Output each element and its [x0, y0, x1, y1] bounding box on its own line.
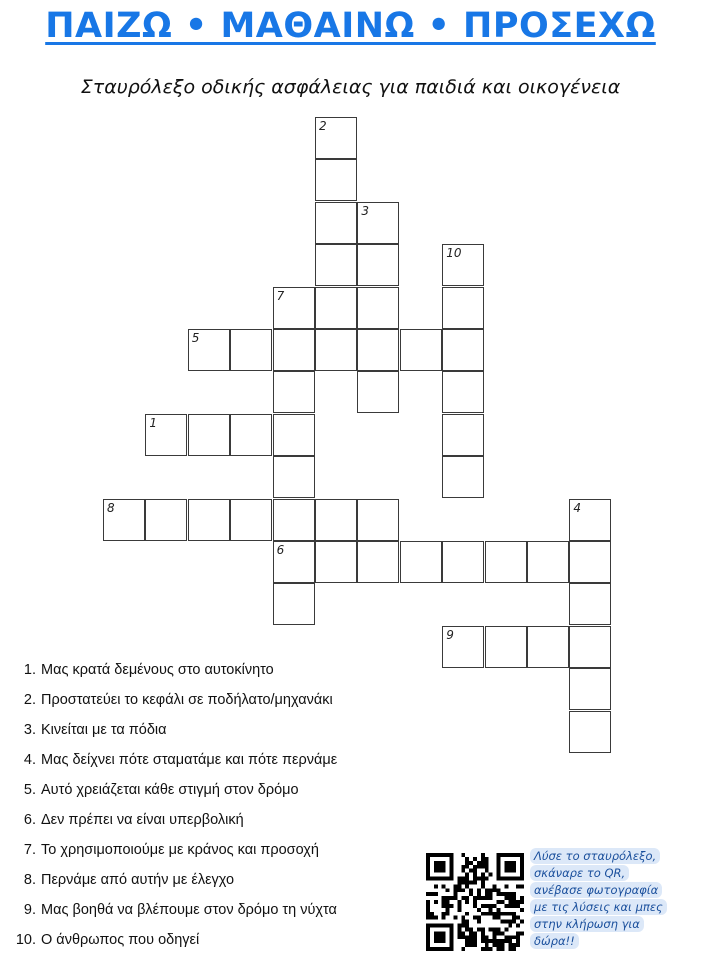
note-line: δώρα!! — [530, 933, 579, 949]
clue-number: 6. — [23, 812, 36, 828]
crossword-cell[interactable] — [273, 499, 315, 541]
page-subtitle: Σταυρόλεξο οδικής ασφάλειας για παιδιά και οικογένεια — [80, 76, 621, 98]
crossword-cell[interactable] — [230, 329, 272, 371]
clue-item-7 — [0, 842, 420, 872]
clue-text: Αυτό χρειάζεται κάθε στιγμή στον δρόμο — [41, 782, 299, 798]
clue-text: Μας βοηθά να βλέπουμε στον δρόμο τη νύχτα — [41, 902, 337, 918]
cell-number: 8 — [107, 500, 115, 515]
crossword-cell[interactable] — [400, 541, 442, 583]
contest-note — [530, 848, 700, 950]
clue-item-9 — [0, 902, 420, 932]
crossword-cell[interactable] — [357, 329, 399, 371]
clue-number: 3. — [23, 722, 36, 738]
cell-number: 4 — [573, 500, 582, 515]
crossword-cell[interactable] — [315, 287, 357, 329]
crossword-cell[interactable] — [145, 414, 187, 456]
crossword-cell[interactable] — [315, 244, 357, 286]
crossword-cell[interactable] — [273, 371, 315, 413]
clue-number: 1. — [23, 662, 36, 678]
note-line: Λύσε το σταυρόλεξο, — [530, 848, 660, 864]
crossword-cell[interactable] — [569, 711, 611, 753]
crossword-cell[interactable] — [188, 499, 230, 541]
crossword-cell[interactable] — [400, 329, 442, 371]
cell-number: 5 — [191, 331, 200, 345]
clue-text: Προστατεύει το κεφάλι σε ποδήλατο/μηχανάκι — [41, 692, 333, 708]
clue-item-3 — [0, 722, 420, 752]
crossword-cell[interactable] — [315, 329, 357, 371]
crossword-cell[interactable] — [357, 499, 399, 541]
cell-number: 6 — [276, 543, 285, 557]
crossword-cell[interactable] — [527, 626, 569, 668]
crossword-cell[interactable] — [188, 414, 230, 456]
crossword-cell[interactable] — [145, 499, 187, 541]
crossword-cell[interactable] — [357, 202, 399, 244]
clue-text: Το χρησιμοποιούμε με κράνος και προσοχή — [41, 842, 319, 858]
page-title: ΠΑΙΖΩ • ΜΑΘΑΙΝΩ • ΠΡΟΣΕΧΩ — [45, 6, 656, 46]
crossword-cell[interactable] — [442, 456, 484, 498]
clue-item-1 — [0, 662, 420, 692]
clue-text: Ο άνθρωπος που οδηγεί — [41, 932, 200, 948]
crossword-cell[interactable] — [273, 541, 315, 583]
clue-item-5 — [0, 782, 420, 812]
clue-item-2 — [0, 692, 420, 722]
clue-item-10 — [0, 932, 420, 962]
clue-number: 9. — [23, 902, 36, 918]
crossword-cell[interactable] — [569, 583, 611, 625]
crossword-cell[interactable] — [315, 499, 357, 541]
crossword-cell[interactable] — [442, 244, 484, 286]
crossword-cell[interactable] — [315, 541, 357, 583]
clue-number: 8. — [23, 872, 36, 888]
crossword-cell[interactable] — [188, 329, 230, 371]
clue-text: Δεν πρέπει να είναι υπερβολική — [41, 812, 244, 828]
cell-number: 9 — [446, 627, 454, 642]
crossword-cell[interactable] — [569, 668, 611, 710]
crossword-cell[interactable] — [357, 371, 399, 413]
clue-number: 2. — [23, 692, 36, 708]
clue-number: 4. — [23, 752, 36, 768]
crossword-cell[interactable] — [357, 287, 399, 329]
clue-number: 5. — [23, 782, 36, 798]
crossword-cell[interactable] — [442, 371, 484, 413]
crossword-cell[interactable] — [273, 414, 315, 456]
clue-text: Μας κρατά δεμένους στο αυτοκίνητο — [41, 662, 274, 678]
clue-text: Μας δείχνει πότε σταματάμε και πότε περνάμε — [41, 752, 338, 768]
cell-number: 1 — [149, 415, 158, 430]
crossword-cell[interactable] — [442, 287, 484, 329]
crossword-cell[interactable] — [103, 499, 145, 541]
crossword-cell[interactable] — [273, 456, 315, 498]
crossword-cell[interactable] — [230, 414, 272, 456]
clue-text: Περνάμε από αυτήν με έλεγχο — [41, 872, 235, 888]
crossword-cell[interactable] — [442, 329, 484, 371]
clue-item-4 — [0, 752, 420, 782]
cell-number: 2 — [319, 119, 327, 133]
crossword-cell[interactable] — [315, 159, 357, 201]
note-line: σκάναρε το QR, — [530, 865, 629, 881]
crossword-cell[interactable] — [315, 202, 357, 244]
cell-number: 10 — [446, 246, 462, 261]
crossword-cell[interactable] — [485, 626, 527, 668]
crossword-cell[interactable] — [273, 287, 315, 329]
crossword-cell[interactable] — [273, 583, 315, 625]
crossword-cell[interactable] — [357, 541, 399, 583]
crossword-cell[interactable] — [442, 626, 484, 668]
crossword-cell[interactable] — [442, 414, 484, 456]
cell-number: 3 — [361, 203, 370, 218]
qr-code-icon[interactable] — [426, 853, 524, 951]
crossword-cell[interactable] — [569, 499, 611, 541]
note-line: στην κλήρωση για — [530, 916, 644, 932]
crossword-cell[interactable] — [315, 117, 357, 159]
crossword-cell[interactable] — [273, 329, 315, 371]
clue-item-8 — [0, 872, 420, 902]
clue-text: Κινείται με τα πόδια — [41, 722, 167, 738]
clue-number: 7. — [23, 842, 36, 858]
crossword-cell[interactable] — [569, 541, 611, 583]
crossword-cell[interactable] — [485, 541, 527, 583]
cell-number: 7 — [276, 288, 285, 303]
crossword-cell[interactable] — [442, 541, 484, 583]
crossword-cell[interactable] — [230, 499, 272, 541]
clue-number: 10. — [15, 932, 36, 948]
clue-list — [0, 662, 420, 962]
note-line: ανέβασε φωτογραφία — [530, 882, 662, 898]
crossword-cell[interactable] — [357, 244, 399, 286]
clue-item-6 — [0, 812, 420, 842]
note-line: με τις λύσεις και μπες — [530, 899, 667, 915]
crossword-cell[interactable] — [569, 626, 611, 668]
crossword-cell[interactable] — [527, 541, 569, 583]
